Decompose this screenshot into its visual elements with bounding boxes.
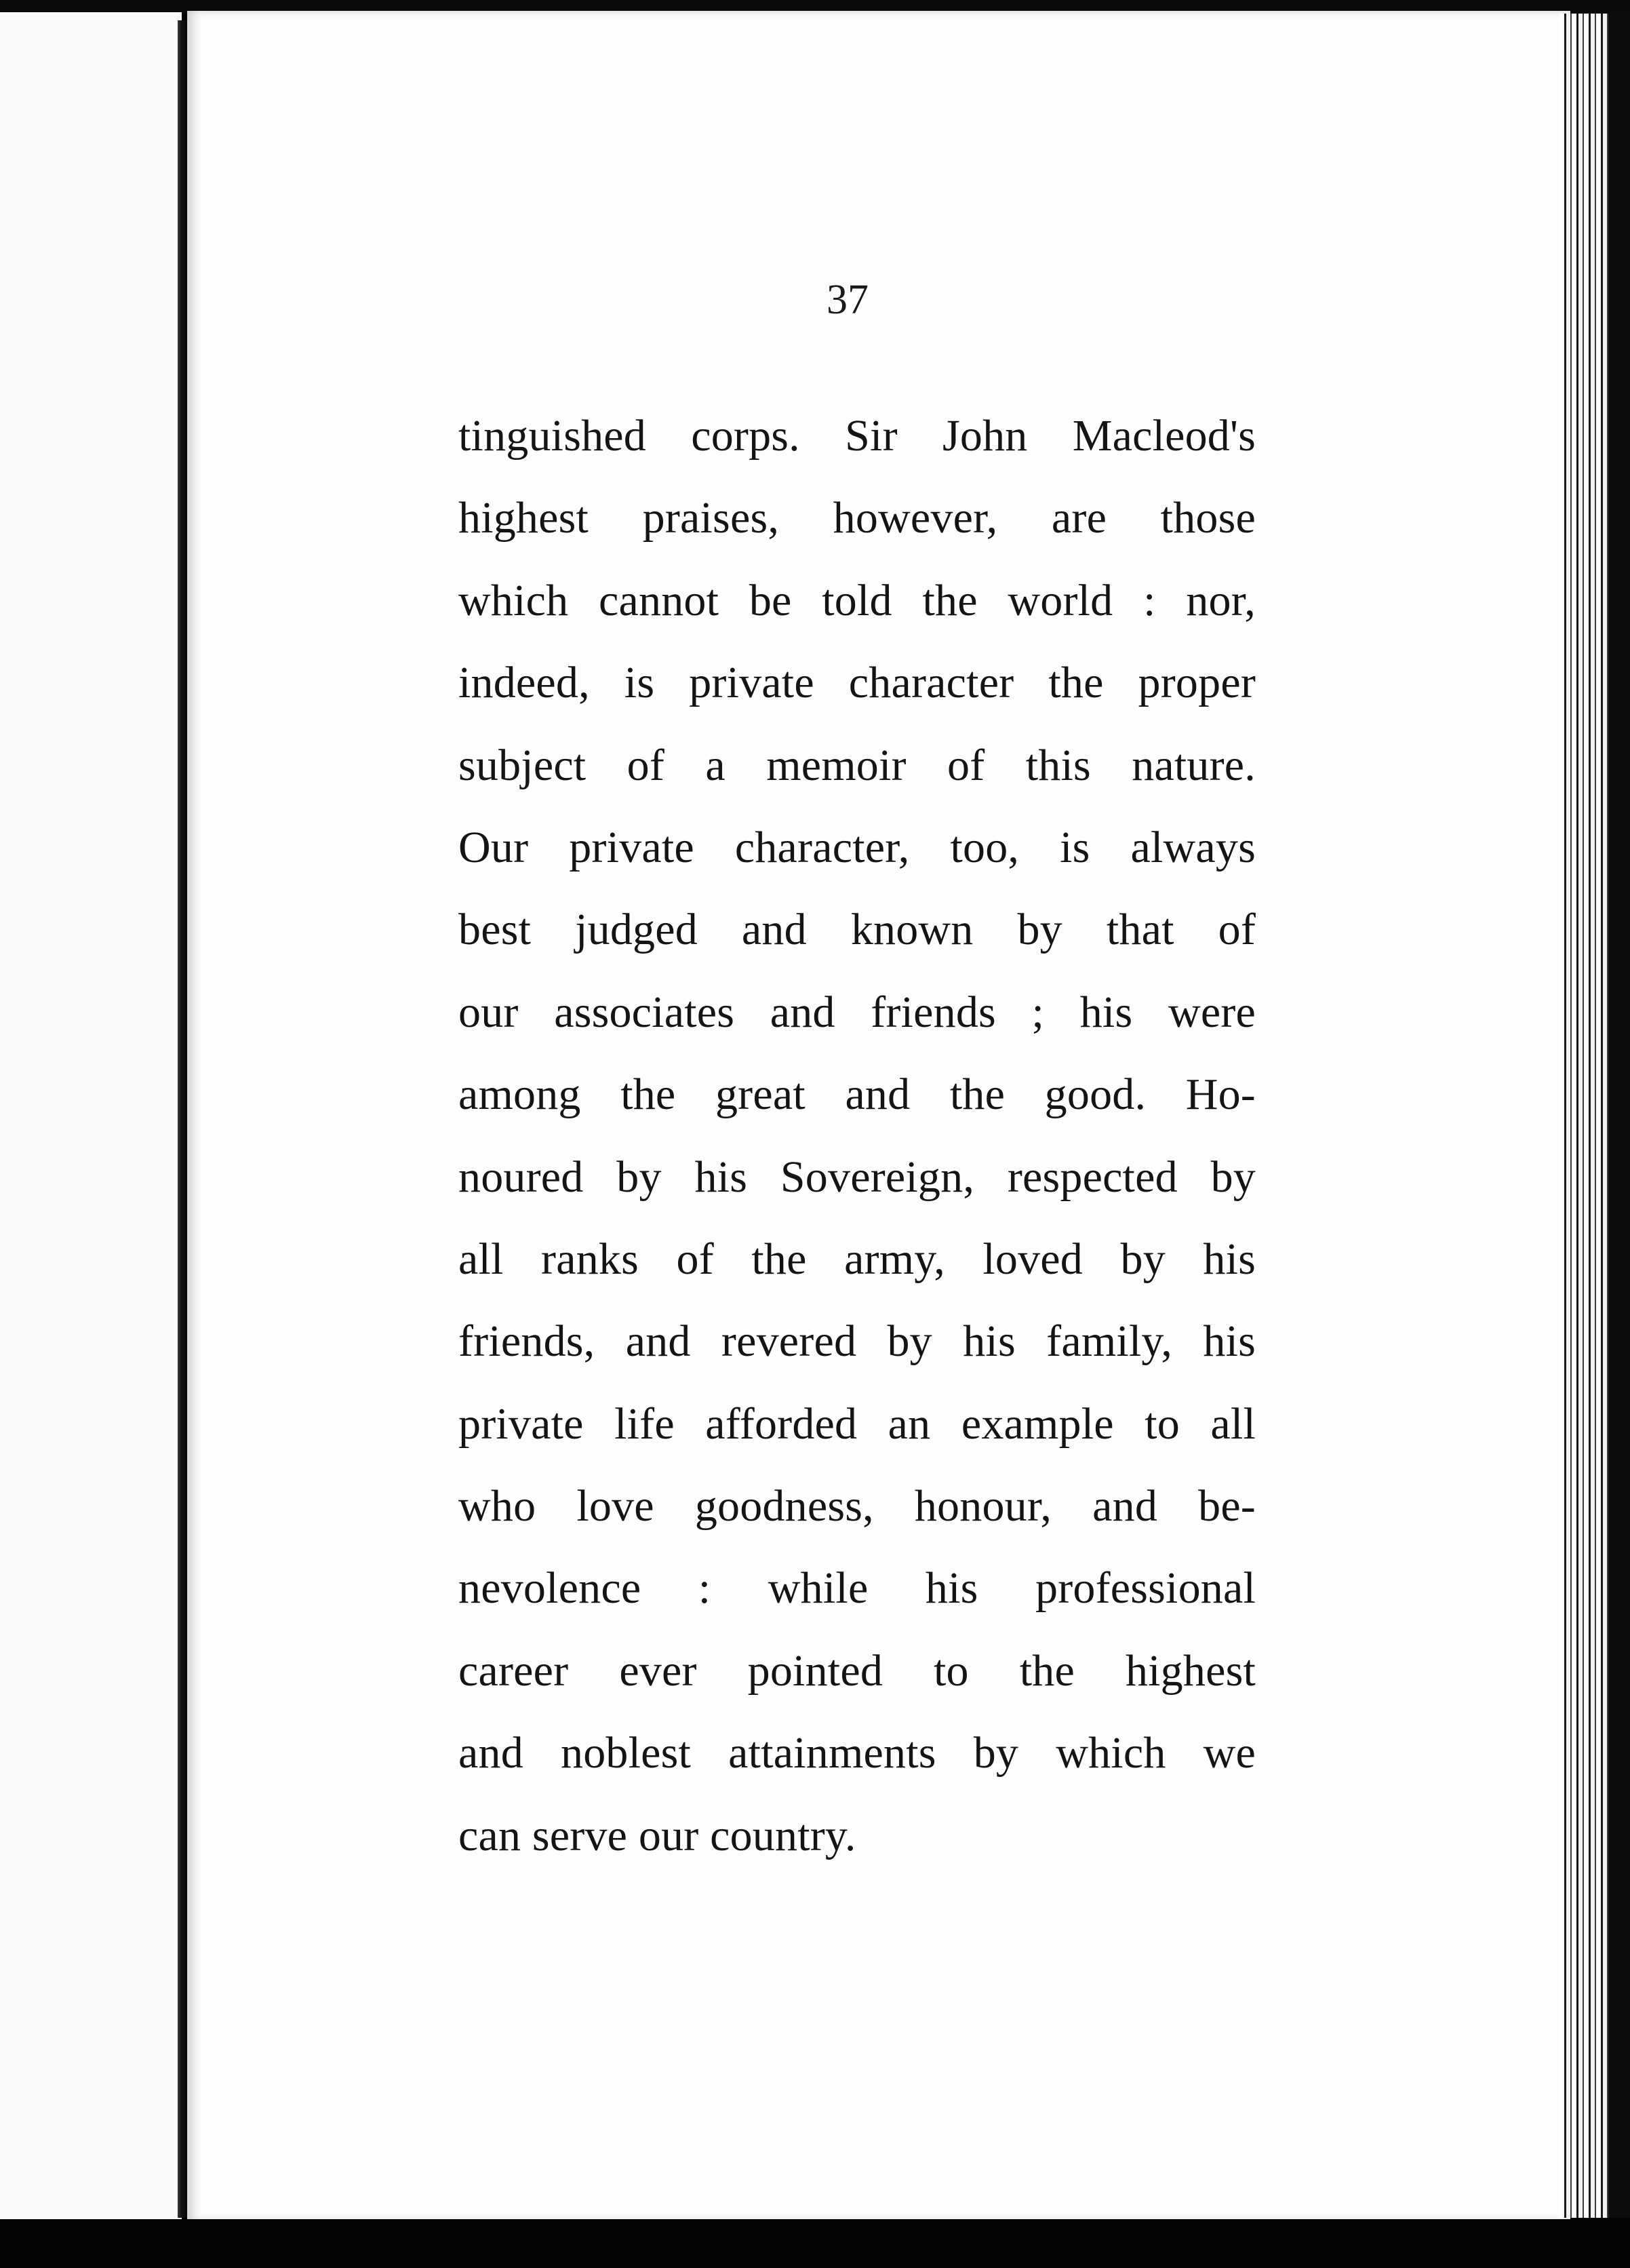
page-number: 37	[827, 277, 869, 323]
text-line: nevolence : while his professional	[458, 1563, 1256, 1614]
facing-page-margin	[0, 12, 182, 2221]
text-line: private life afforded an example to all	[458, 1399, 1256, 1449]
book-cover-edge	[1608, 14, 1630, 2218]
text-line: can serve our country.	[458, 1810, 856, 1860]
text-line: who love goodness, honour, and be-	[458, 1481, 1256, 1531]
book-gutter	[178, 20, 187, 2218]
text-line: Our private character, too, is always	[458, 822, 1256, 872]
body-text	[458, 395, 1256, 1877]
text-line: and noblest attainments by which we	[458, 1728, 1256, 1778]
text-line: which cannot be told the world : nor,	[458, 575, 1256, 625]
text-line: best judged and known by that of	[458, 905, 1256, 955]
text-line: our associates and friends ; his were	[458, 987, 1256, 1037]
text-line: career ever pointed to the highest	[458, 1645, 1256, 1696]
text-line: among the great and the good. Ho-	[458, 1070, 1256, 1120]
text-line: highest praises, however, are those	[458, 493, 1256, 543]
scan-bottom-border	[0, 2219, 1630, 2268]
text-line: all ranks of the army, loved by his	[458, 1234, 1256, 1284]
text-line: subject of a memoir of this nature.	[458, 740, 1256, 790]
text-line: noured by his Sovereign, respected by	[458, 1152, 1256, 1202]
text-line: friends, and revered by his family, his	[458, 1316, 1256, 1367]
text-line: tinguished corps. Sir John Macleod's	[458, 411, 1256, 461]
text-line: indeed, is private character the proper	[458, 658, 1256, 708]
